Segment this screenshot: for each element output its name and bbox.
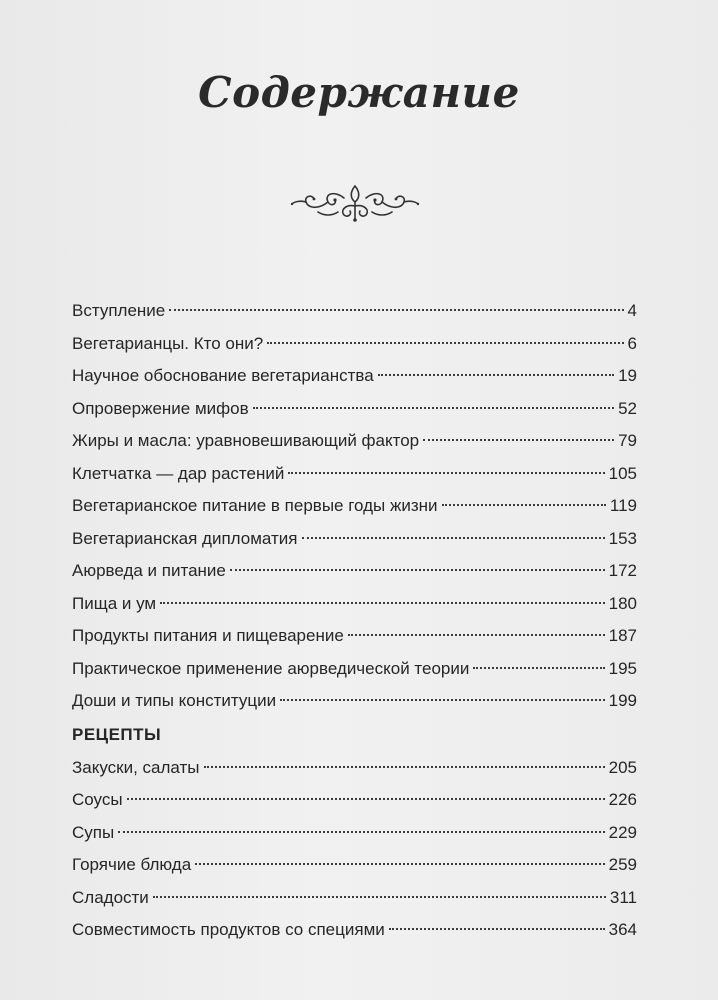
dot-leader <box>169 309 623 311</box>
dot-leader <box>160 602 605 604</box>
toc-entry-title: Совместимость продуктов со специями <box>72 920 385 939</box>
dot-leader <box>473 667 604 669</box>
toc-entry-page: 79 <box>618 431 637 450</box>
toc-entry-title: Доши и типы конституции <box>72 691 277 710</box>
toc-entry[interactable] <box>72 882 637 915</box>
toc-entry-title: Сладости <box>72 887 149 907</box>
toc-entry-page: 226 <box>608 790 637 809</box>
toc-entry-title: Закуски, салаты <box>72 757 200 777</box>
toc-entry[interactable] <box>72 752 637 785</box>
toc-entry-page: 311 <box>609 887 637 907</box>
toc-entry-page: 4 <box>627 301 637 320</box>
dot-leader <box>267 342 623 344</box>
toc-entry-page: 187 <box>608 626 637 645</box>
toc-entry[interactable] <box>72 849 637 882</box>
toc-entry[interactable] <box>72 425 637 458</box>
toc-entry[interactable] <box>72 653 637 686</box>
dot-leader <box>280 699 605 701</box>
toc-entry[interactable] <box>72 328 637 361</box>
toc-entry[interactable] <box>72 490 637 523</box>
dot-leader <box>302 537 605 539</box>
toc-entry-page: 19 <box>618 366 637 385</box>
toc-entry-title: Опровержение мифов <box>72 398 249 418</box>
toc-entry-page: 6 <box>627 333 637 353</box>
toc-entry-title: Вступление <box>72 301 166 320</box>
toc-entry-title: Супы <box>72 822 115 842</box>
toc-entry-page: 180 <box>608 593 637 613</box>
dot-leader <box>253 407 614 409</box>
toc-entry[interactable] <box>72 393 637 426</box>
toc-entry-page: 195 <box>608 658 637 678</box>
toc-entry-page: 199 <box>608 691 637 710</box>
toc-entry-page: 259 <box>608 855 637 874</box>
dot-leader <box>118 831 604 833</box>
toc-entry[interactable] <box>72 588 637 621</box>
table-of-contents <box>72 295 637 947</box>
toc-entry-page: 205 <box>608 757 637 777</box>
floral-ornament-icon <box>288 182 422 222</box>
dot-leader <box>153 896 606 898</box>
toc-entry-page: 172 <box>608 561 637 580</box>
page-title: Содержание <box>198 68 520 117</box>
toc-entry-title: Вегетарианская дипломатия <box>72 528 298 548</box>
dot-leader <box>423 439 614 441</box>
toc-entry-page: 105 <box>608 463 637 483</box>
toc-entry[interactable] <box>72 360 637 393</box>
toc-entry[interactable] <box>72 458 637 491</box>
toc-entry-page: 229 <box>608 822 637 842</box>
toc-entry-title: Жиры и масла: уравновешивающий фактор <box>72 431 420 450</box>
toc-entry[interactable] <box>72 620 637 653</box>
dot-leader <box>389 928 605 930</box>
toc-entry-title: Соусы <box>72 790 123 809</box>
toc-entry-page: 153 <box>608 528 637 548</box>
toc-entry-title: Горячие блюда <box>72 855 192 874</box>
toc-entry-title: Практическое применение аюрведической теории <box>72 658 470 678</box>
recipes-section-heading: РЕЦЕПТЫ <box>72 724 162 744</box>
dot-leader <box>288 472 604 474</box>
toc-entry-page: 52 <box>618 398 637 418</box>
toc-entry-page: 119 <box>609 496 637 515</box>
toc-entry-title: Пища и ум <box>72 593 157 613</box>
toc-entry-title: Научное обоснование вегетарианства <box>72 366 374 385</box>
toc-entry-title: Клетчатка — дар растений <box>72 463 285 483</box>
toc-entry-title: Продукты питания и пищеварение <box>72 626 344 645</box>
toc-entry[interactable] <box>72 295 637 328</box>
dot-leader <box>195 863 604 865</box>
dot-leader <box>204 766 605 768</box>
toc-entry[interactable] <box>72 685 637 718</box>
toc-entry[interactable] <box>72 784 637 817</box>
dot-leader <box>230 569 605 571</box>
toc-entry[interactable] <box>72 817 637 850</box>
toc-entry[interactable] <box>72 914 637 947</box>
toc-entry-title: Аюрведа и питание <box>72 561 226 580</box>
toc-entry[interactable] <box>72 523 637 556</box>
toc-entry-title: Вегетарианцы. Кто они? <box>72 333 264 353</box>
toc-entry-page: 364 <box>608 920 637 939</box>
toc-entry[interactable] <box>72 555 637 588</box>
dot-leader <box>127 798 605 800</box>
dot-leader <box>378 374 614 376</box>
toc-entry-title: Вегетарианское питание в первые годы жизни <box>72 496 438 515</box>
dot-leader <box>348 634 605 636</box>
dot-leader <box>442 504 606 506</box>
